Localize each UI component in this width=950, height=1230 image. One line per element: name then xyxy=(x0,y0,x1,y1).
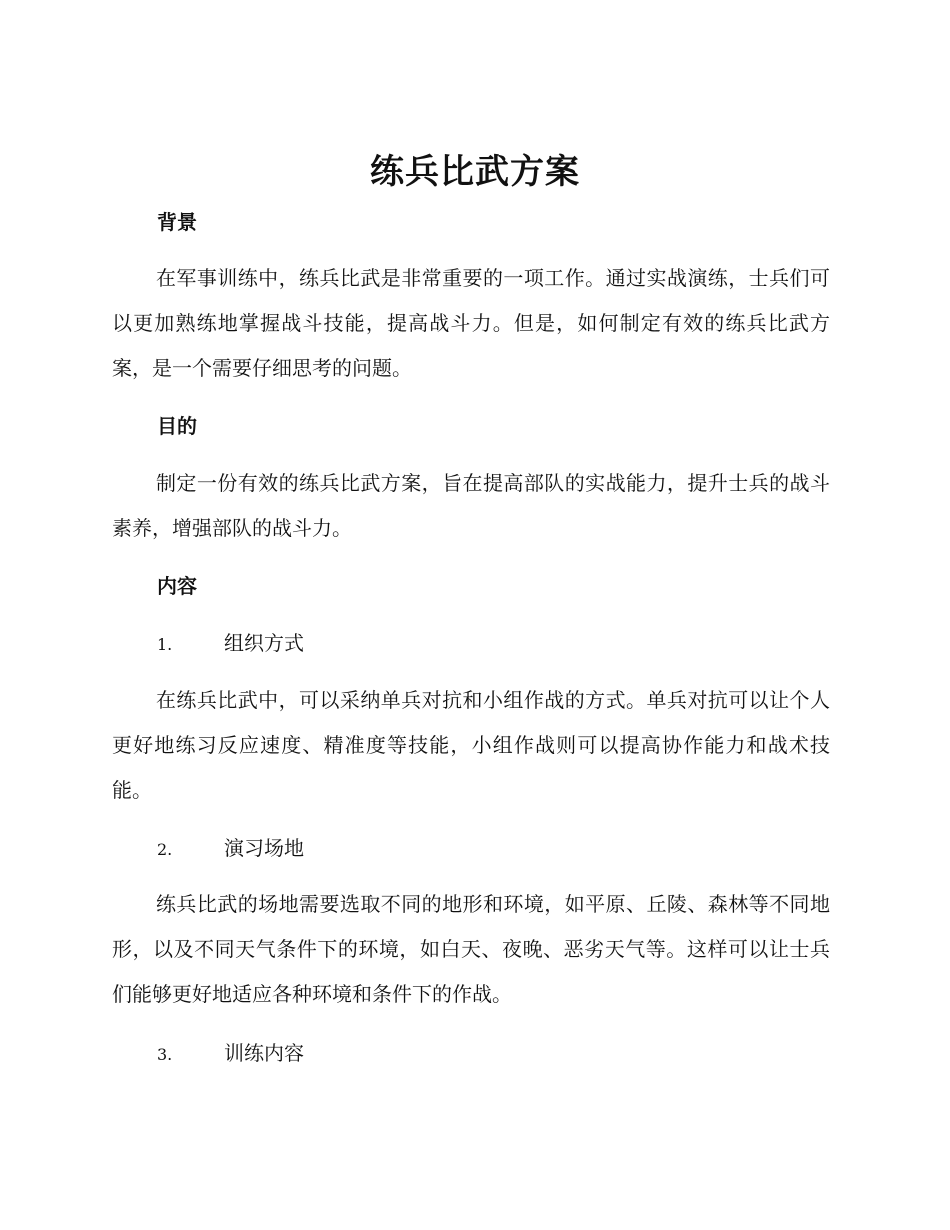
list-label: 训练内容 xyxy=(224,1041,304,1065)
paragraph-background: 在军事训练中，练兵比武是非常重要的一项工作。通过实战演练，士兵们可以更加熟练地掌握战斗技能，提高战斗力。但是，如何制定有效的练兵比武方案，是一个需要仔细思考的问题。 xyxy=(112,266,830,380)
list-item-venue xyxy=(157,834,304,864)
document-title: 练兵比武方案 xyxy=(370,152,580,192)
list-item-organization xyxy=(157,629,304,659)
section-heading-background: 背景 xyxy=(157,210,197,234)
section-heading-purpose: 目的 xyxy=(157,414,197,438)
list-label: 组织方式 xyxy=(224,631,304,655)
list-number: 1. xyxy=(157,635,173,654)
paragraph-organization: 在练兵比武中，可以采纳单兵对抗和小组作战的方式。单兵对抗可以让个人更好地练习反应速度、精准度等技能，小组作战则可以提高协作能力和战术技能。 xyxy=(112,688,830,802)
list-number: 3. xyxy=(157,1045,173,1064)
list-item-training-content xyxy=(157,1039,304,1069)
paragraph-venue: 练兵比武的场地需要选取不同的地形和环境，如平原、丘陵、森林等不同地形，以及不同天气条件下的环境，如白天、夜晚、恶劣天气等。这样可以让士兵们能够更好地适应各种环境和条件下的作战。 xyxy=(112,892,830,1006)
paragraph-purpose: 制定一份有效的练兵比武方案，旨在提高部队的实战能力，提升士兵的战斗素养，增强部队的战斗力。 xyxy=(112,471,830,540)
list-number: 2. xyxy=(157,840,173,859)
section-heading-content: 内容 xyxy=(157,574,197,598)
list-label: 演习场地 xyxy=(224,836,304,860)
